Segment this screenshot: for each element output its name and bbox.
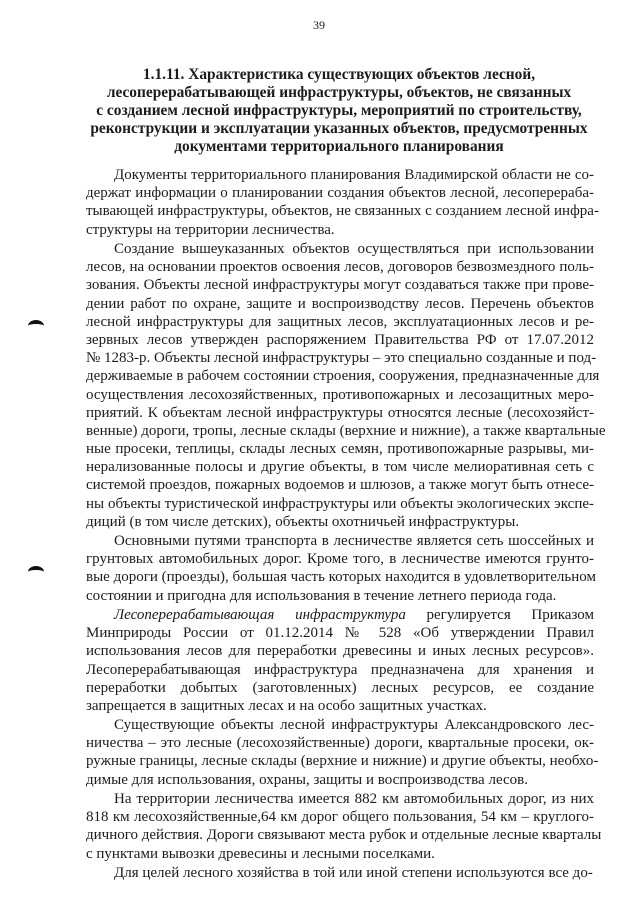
paragraph-line: ные просеки, теплицы, склады лесных семян, противопожарные разрывы, ми-: [86, 441, 594, 458]
paragraph-line: Создание вышеуказанных объектов осуществляться при использовании: [114, 241, 594, 257]
paragraph-line: диций (в том числе детских), объекты охотничьей инфраструктуры.: [86, 513, 520, 530]
paragraph-line: Лесоперерабатывающая инфраструктура регулируется Приказом: [114, 607, 595, 623]
paragraph-line: Существующие объекты лесной инфраструктуры Александровского лес-: [114, 717, 594, 733]
paragraph-line: лесной инфраструктуры для защитных лесов, эксплуатационных лесов и ре-: [86, 313, 594, 330]
paragraph: [86, 606, 594, 715]
paragraph-line: № 1283-р. Объекты лесной инфраструктуры – это специально созданные и под-: [86, 350, 597, 367]
paragraph-line: держат информации о планировании создания объектов лесной, лесоперераба-: [86, 185, 594, 202]
paragraph-line: дении работ по охране, защите и воспроизводству лесов. Перечень объектов: [86, 295, 594, 312]
paragraph-line: структуры на территории лесничества.: [86, 221, 335, 238]
paragraph-line: грунтовых автомобильных дорог. Кроме того, в лесничестве имеются грунто-: [86, 551, 594, 568]
paragraph-line: тывающей инфраструктуры, объектов, не связанных с созданием лесной инфра-: [86, 203, 599, 220]
paragraph-line: осуществления лесохозяйственных, противопожарных и лесозащитных меро-: [86, 386, 594, 403]
heading-line: с созданием лесной инфраструктуры, мероприятий по строительству,: [96, 102, 582, 119]
page-number: 39: [313, 18, 325, 32]
paragraph-line: Документы территориального планирования Владимирской области не со-: [114, 167, 594, 183]
paragraph-line: использования лесов для переработки древесины и иных лесных ресурсов».: [86, 643, 594, 660]
heading-line: реконструкции и эксплуатации указанных объектов, предусмотренных: [90, 120, 588, 137]
paragraph-line: зервных лесов утвержден распоряжением Правительства РФ от 17.07.2012: [86, 331, 594, 348]
paragraph-line: переработки добытых (заготовленных) лесных ресурсов, ее создание: [86, 679, 594, 696]
paragraph-line: держиваемые в рабочем состоянии строения, сооружения, предназначенные для: [86, 368, 600, 385]
paragraph-line: состоянии и пригодна для использования в течение летнего периода года.: [86, 587, 557, 604]
paragraph-line: зования. Объекты лесной инфраструктуры могут создаваться также при прове-: [86, 277, 594, 294]
paragraph-line: На территории лесничества имеется 882 км автомобильных дорог, из них: [114, 791, 594, 807]
paragraph: [86, 532, 594, 605]
paragraph-line: нерализованные полосы и другие объекты, в том числе мелиоративная сеть с: [86, 459, 594, 476]
heading-line: 1.1.11. Характеристика существующих объектов лесной,: [142, 66, 536, 83]
paragraph-line: ны объекты туристической инфраструктуры или объекты экологических экспе-: [86, 495, 594, 512]
paragraph-line: вые дороги (проезды), большая часть которых находится в удовлетворительном: [86, 569, 596, 586]
paragraph-line: приятий. К объектам лесной инфраструктуры относятся лесные (лесохозяйст-: [86, 404, 594, 421]
paragraph-line: системой проездов, пожарных водоемов и шлюзов, а также могут быть отнесе-: [86, 477, 594, 494]
paragraph-line: Для целей лесного хозяйства в той или иной степени используются все до-: [114, 865, 593, 881]
paragraph: [86, 716, 599, 789]
paragraph-line: Минприроды России от 01.12.2014 № 528 «Об утверждении Правил: [86, 625, 594, 642]
paragraph-line: ничества – это лесные (лесохозяйственные) дороги, квартальные просеки, ок-: [86, 735, 594, 752]
paragraph-line: Лесоперерабатывающая инфраструктура предназначена для хранения и: [86, 661, 594, 678]
binding-hole-mark: [28, 320, 44, 332]
paragraph-line: дичного действия. Дороги связывают места рубок и отдельные лесные кварталы: [86, 827, 602, 844]
paragraph: [86, 240, 606, 531]
paragraph-line: лесов, на основании проектов освоения лесов, договоров безвозмездного поль-: [86, 259, 594, 276]
paragraph: [86, 864, 594, 882]
paragraph-line: венные) дороги, тропы, лесные склады (верхние и нижние), а также квартальные: [86, 422, 606, 439]
section-heading: [78, 66, 600, 156]
paragraph: [86, 166, 599, 239]
paragraph-line: с пунктами вывозки древесины и лесными поселками.: [86, 845, 435, 862]
paragraph: [86, 790, 602, 863]
binding-hole-mark: [28, 566, 44, 578]
paragraph-line: ружные границы, лесные склады (верхние и нижние) и другие объекты, необхо-: [86, 753, 599, 770]
heading-line: документами территориального планирования: [174, 138, 504, 155]
paragraph-line: Основными путями транспорта в лесничестве является сеть шоссейных и: [114, 533, 594, 549]
paragraph-line: 818 км лесохозяйственные,64 км дорог общего пользования, 54 км – круглого-: [86, 809, 594, 826]
paragraph-line: запрещается в защитных лесах и на особо защитных участках.: [86, 697, 487, 714]
heading-line: лесоперерабатывающей инфраструктуры, объектов, не связанных: [106, 84, 572, 101]
paragraph-line: димые для использования, охраны, защиты и воспроизводства лесов.: [86, 771, 528, 788]
